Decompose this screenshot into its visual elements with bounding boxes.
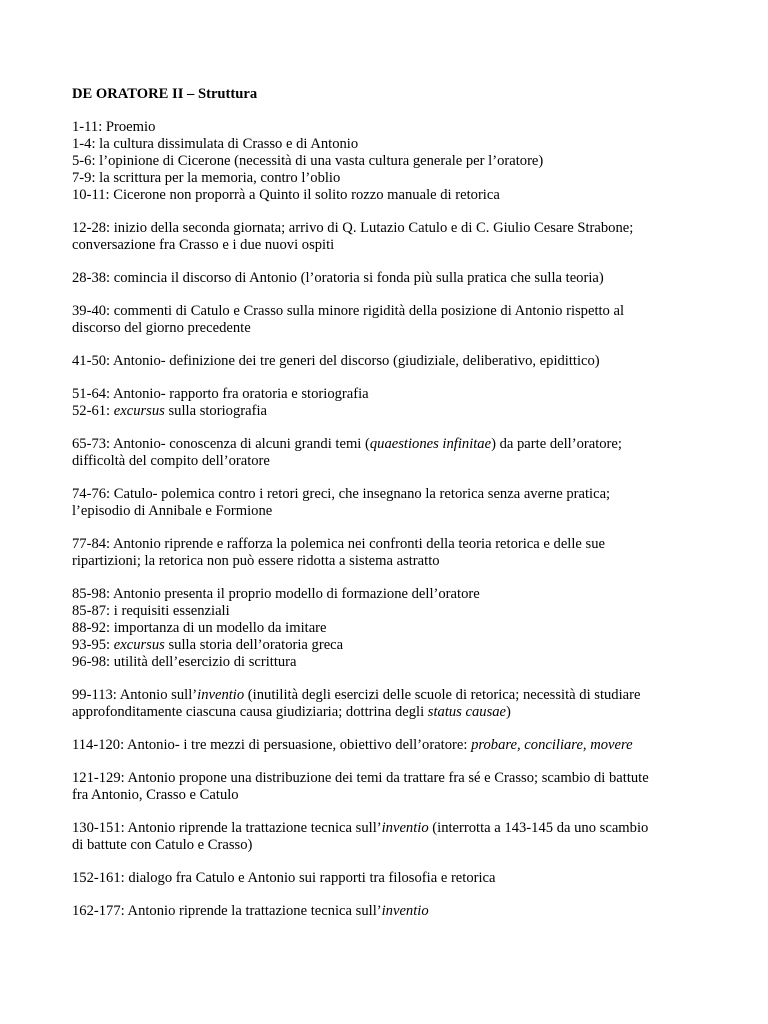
outline-section xyxy=(72,486,712,520)
outline-line xyxy=(72,386,712,403)
text-segment: discorso del giorno precedente xyxy=(72,320,251,336)
text-segment: 114-120: Antonio- i tre mezzi di persuasione, obiettivo dell’oratore: xyxy=(72,737,472,753)
outline-section xyxy=(72,119,712,204)
text-segment: ) da parte dell’oratore; xyxy=(491,436,622,452)
outline-line xyxy=(72,119,712,136)
text-segment: 152-161: dialogo fra Catulo e Antonio sui rapporti tra filosofia e retorica xyxy=(72,870,496,886)
text-segment: conversazione fra Crasso e i due nuovi ospiti xyxy=(72,237,335,253)
text-segment: 51-64: Antonio- rapporto fra oratoria e storiografia xyxy=(72,386,369,402)
text-segment: 12-28: inizio della seconda giornata; arrivo di Q. Lutazio Catulo e di C. Giulio Cesare Strabone; xyxy=(72,220,634,236)
outline-section xyxy=(72,353,712,370)
outline-section xyxy=(72,687,712,721)
outline-line xyxy=(72,586,712,603)
outline-line xyxy=(72,870,712,887)
outline-section xyxy=(72,870,712,887)
text-segment: 28-38: comincia il discorso di Antonio (l’oratoria si fonda più sulla pratica che sulla teoria) xyxy=(72,270,604,286)
text-segment: l’episodio di Annibale e Formione xyxy=(72,503,273,519)
text-segment: approfonditamente ciascuna causa giudiziaria; dottrina degli xyxy=(72,704,428,720)
outline-line xyxy=(72,620,712,637)
outline-section xyxy=(72,903,712,920)
italic-term: inventio xyxy=(381,820,429,836)
outline-line xyxy=(72,553,712,570)
outline-line xyxy=(72,486,712,503)
text-segment: sulla storiografia xyxy=(164,403,267,419)
text-segment: di battute con Catulo e Crasso) xyxy=(72,837,253,853)
outline-line xyxy=(72,837,712,854)
text-segment: 1-11: Proemio xyxy=(72,119,156,135)
outline-section xyxy=(72,536,712,570)
text-segment: ) xyxy=(506,704,511,720)
outline-line xyxy=(72,436,712,453)
text-segment: 5-6: l’opinione di Cicerone (necessità di una vasta cultura generale per l’oratore) xyxy=(72,153,544,169)
italic-term: quaestiones infinitae xyxy=(369,436,492,452)
text-segment: 121-129: Antonio propone una distribuzione dei temi da trattare fra sé e Crasso; scambio di battute xyxy=(72,770,649,786)
text-segment: difficoltà del compito dell’oratore xyxy=(72,453,270,469)
outline-line xyxy=(72,270,712,287)
outline-line xyxy=(72,320,712,337)
italic-term: inventio xyxy=(381,903,429,919)
text-segment: (inutilità degli esercizi delle scuole di retorica; necessità di studiare xyxy=(244,687,641,703)
text-segment: (interrotta a 143-145 da uno scambio xyxy=(428,820,649,836)
outline-section xyxy=(72,220,712,254)
italic-term: inventio xyxy=(197,687,245,703)
outline-line xyxy=(72,136,712,153)
text-segment: ripartizioni; la retorica non può essere ridotta a sistema astratto xyxy=(72,553,440,569)
outline-section xyxy=(72,270,712,287)
text-segment: 65-73: Antonio- conoscenza di alcuni grandi temi ( xyxy=(72,436,370,452)
text-segment: 41-50: Antonio- definizione dei tre generi del discorso (giudiziale, deliberativo, epidittico) xyxy=(72,353,600,369)
text-segment: sulla storia dell’oratoria greca xyxy=(164,637,344,653)
outline-line xyxy=(72,503,712,520)
text-segment: 93-95: xyxy=(72,637,114,653)
outline-line xyxy=(72,654,712,671)
outline-line xyxy=(72,820,712,837)
outline-line xyxy=(72,536,712,553)
outline-line xyxy=(72,220,712,237)
outline-line xyxy=(72,770,712,787)
text-segment: 85-98: Antonio presenta il proprio modello di formazione dell’oratore xyxy=(72,586,480,602)
outline-line xyxy=(72,153,712,170)
outline-line xyxy=(72,453,712,470)
outline-line xyxy=(72,787,712,804)
outline-section xyxy=(72,820,712,854)
italic-term: probare, conciliare, movere xyxy=(471,737,633,753)
text-segment: 10-11: Cicerone non proporrà a Quinto il solito rozzo manuale di retorica xyxy=(72,187,500,203)
text-segment: 130-151: Antonio riprende la trattazione tecnica sull’ xyxy=(72,820,382,836)
outline-section xyxy=(72,770,712,804)
italic-term: status causae xyxy=(427,704,507,720)
outline-line xyxy=(72,903,712,920)
text-segment: 85-87: i requisiti essenziali xyxy=(72,603,230,619)
text-segment: 52-61: xyxy=(72,403,114,419)
outline-line xyxy=(72,704,712,721)
outline-section xyxy=(72,303,712,337)
outline-section xyxy=(72,386,712,420)
outline-line xyxy=(72,403,712,420)
outline-line xyxy=(72,687,712,704)
document-page xyxy=(72,86,712,936)
document-title: DE ORATORE II – Struttura xyxy=(72,86,258,102)
text-segment: 88-92: importanza di un modello da imitare xyxy=(72,620,327,636)
text-segment: 7-9: la scrittura per la memoria, contro l’oblio xyxy=(72,170,341,186)
text-segment: fra Antonio, Crasso e Catulo xyxy=(72,787,239,803)
text-segment: 1-4: la cultura dissimulata di Crasso e di Antonio xyxy=(72,136,359,152)
outline-line xyxy=(72,303,712,320)
outline-section xyxy=(72,737,712,754)
text-segment: 99-113: Antonio sull’ xyxy=(72,687,198,703)
text-segment: 77-84: Antonio riprende e rafforza la polemica nei confronti della teoria retorica e delle sue xyxy=(72,536,605,552)
text-segment: 162-177: Antonio riprende la trattazione tecnica sull’ xyxy=(72,903,382,919)
text-segment: 74-76: Catulo- polemica contro i retori greci, che insegnano la retorica senza averne pratica; xyxy=(72,486,611,502)
outline-line xyxy=(72,603,712,620)
text-segment: 39-40: commenti di Catulo e Crasso sulla minore rigidità della posizione di Antonio rispetto al xyxy=(72,303,625,319)
outline-line xyxy=(72,637,712,654)
outline-line xyxy=(72,170,712,187)
outline-line xyxy=(72,187,712,204)
italic-term: excursus xyxy=(113,403,165,419)
outline-line xyxy=(72,353,712,370)
outline-section xyxy=(72,436,712,470)
outline-line xyxy=(72,737,712,754)
outline-line xyxy=(72,237,712,254)
italic-term: excursus xyxy=(113,637,165,653)
outline-section xyxy=(72,586,712,671)
outline xyxy=(72,119,712,920)
text-segment: 96-98: utilità dell’esercizio di scrittura xyxy=(72,654,297,670)
